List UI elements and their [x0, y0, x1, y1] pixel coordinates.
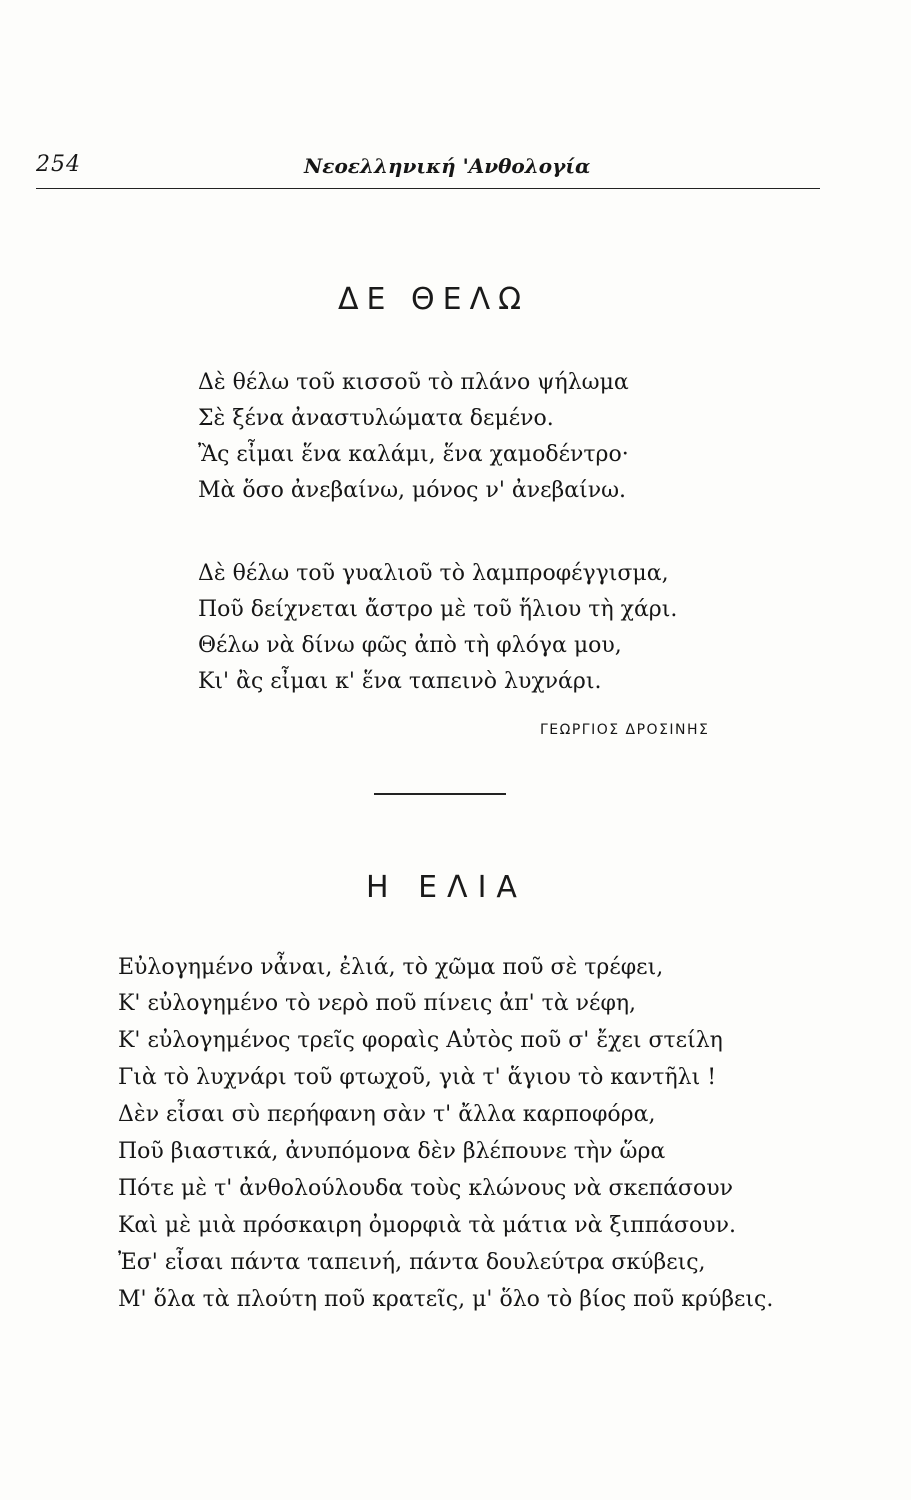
poem-line: Κι' ἂς εἶμαι κ' ἕνα ταπεινὸ λυχνάρι.: [198, 669, 602, 694]
poem-title-i-elia: Η ΕΛΙΑ: [366, 870, 527, 905]
poem-line: Δὲν εἶσαι σὺ περήφανη σὰν τ' ἄλλα καρποφόρα,: [118, 1102, 656, 1127]
poem-line: Γιὰ τὸ λυχνάρι τοῦ φτωχοῦ, γιὰ τ' ἅγιου τὸ καντῆλι !: [118, 1065, 717, 1090]
poem-line: Ποῦ δείχνεται ἄστρο μὲ τοῦ ἥλιου τὴ χάρι.: [198, 597, 678, 622]
poem-line: Σὲ ξένα ἀναστυλώματα δεμένο.: [198, 406, 554, 431]
section-divider: [374, 793, 506, 795]
poem-line: Δὲ θέλω τοῦ κισσοῦ τὸ πλάνο ψήλωμα: [198, 370, 629, 395]
poem-line: Εὐλογημένο νἆναι, ἐλιά, τὸ χῶμα ποῦ σὲ τρέφει,: [118, 955, 664, 980]
poem-line: Πότε μὲ τ' ἀνθολούλουδα τοὺς κλώνους νὰ σκεπάσουν: [118, 1176, 734, 1201]
poem-line: Δὲ θέλω τοῦ γυαλιοῦ τὸ λαμπροφέγγισμα,: [198, 561, 669, 586]
poem-line: Καὶ μὲ μιὰ πρόσκαιρη ὀμορφιὰ τὰ μάτια νὰ ξιππάσουν.: [118, 1213, 736, 1238]
poem-line: Μ' ὅλα τὰ πλούτη ποῦ κρατεῖς, μ' ὅλο τὸ βίος ποῦ κρύβεις.: [118, 1287, 774, 1312]
poem-line: Ἂς εἶμαι ἕνα καλάμι, ἕνα χαμοδέντρο·: [198, 442, 629, 467]
book-title: Νεοελληνική 'Ανθολογία: [304, 154, 591, 178]
poem-title-de-thelo: ΔΕ ΘΕΛΩ: [338, 282, 530, 317]
poem-line: Μὰ ὅσο ἀνεβαίνω, μόνος ν' ἀνεβαίνω.: [198, 478, 627, 503]
page-number: 254: [36, 152, 81, 177]
header-rule: [36, 188, 820, 189]
poem-line: Κ' εὐλογημένος τρεῖς φοραὶς Αὐτὸς ποῦ σ' ἔχει στείλη: [118, 1028, 723, 1053]
poem-author: ΓΕΩΡΓΙΟΣ ΔΡΟΣΙΝΗΣ: [540, 722, 710, 738]
poem-line: Ἐσ' εἶσαι πάντα ταπεινή, πάντα δουλεύτρα σκύβεις,: [118, 1250, 706, 1275]
poem-line: Κ' εὐλογημένο τὸ νερὸ ποῦ πίνεις ἀπ' τὰ νέφη,: [118, 991, 637, 1016]
running-head: [36, 152, 820, 188]
poem-line: Ποῦ βιαστικά, ἀνυπόμονα δὲν βλέπουνε τὴν ὥρα: [118, 1139, 666, 1164]
poem-line: Θέλω νὰ δίνω φῶς ἀπὸ τὴ φλόγα μου,: [198, 633, 622, 658]
